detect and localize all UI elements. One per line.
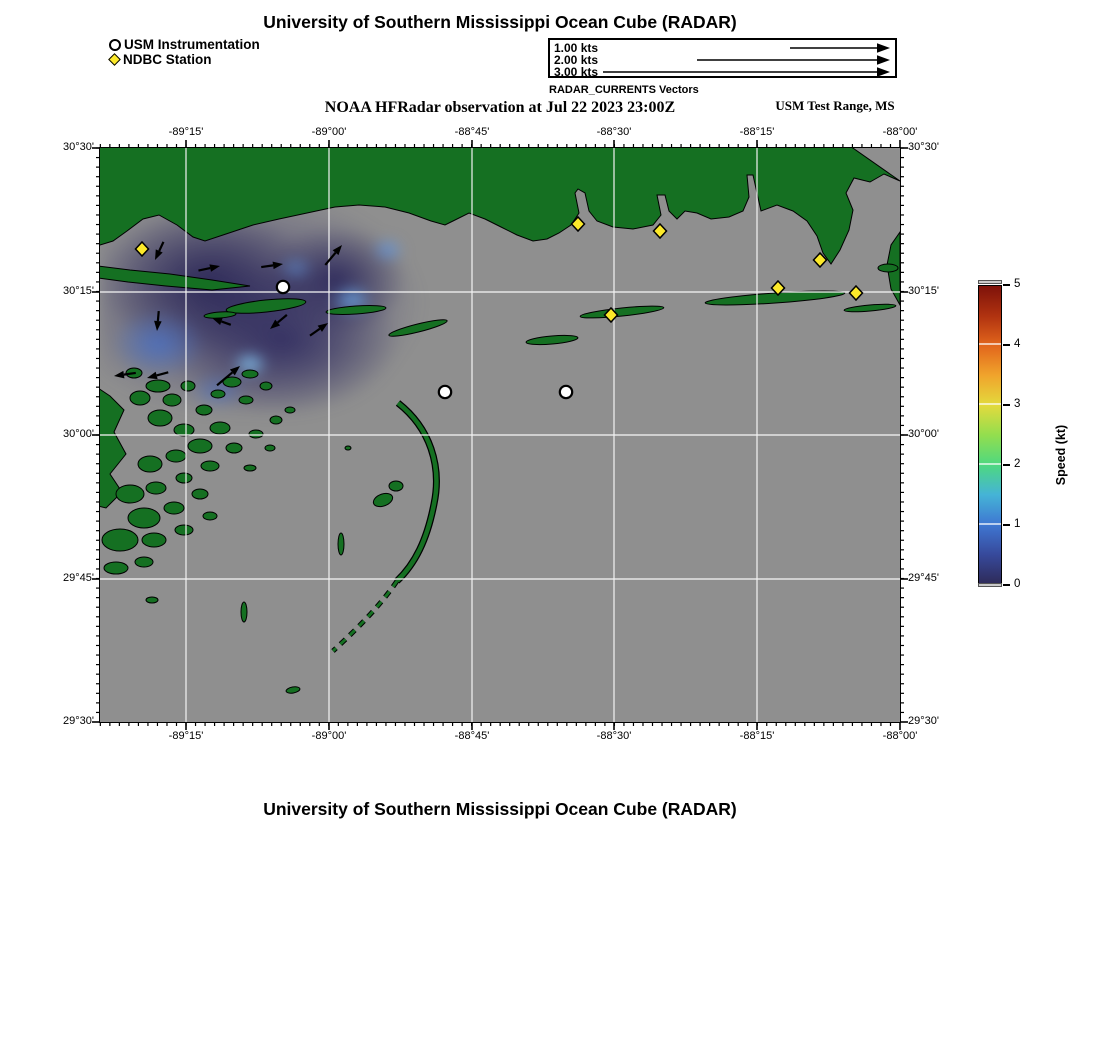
- colorbar: [978, 285, 1002, 585]
- y-axis-label: 30°30': [63, 141, 94, 153]
- vector-scale-label-2: 2.00 kts: [554, 53, 599, 67]
- colorbar-tick: [1003, 524, 1010, 526]
- colorbar-tick-label: 1: [1014, 518, 1021, 530]
- ndbc-station-marker: [572, 217, 585, 231]
- y-axis-label: 30°15': [908, 285, 939, 297]
- x-axis-label: -89°00': [311, 730, 347, 742]
- x-axis-label: -88°15': [739, 126, 775, 138]
- x-axis-label: -88°45': [454, 730, 490, 742]
- colorbar-tick: [1003, 584, 1010, 586]
- colorbar-gridline: [979, 343, 1001, 345]
- legend-item-ndbc: [109, 52, 260, 67]
- colorbar-tick-label: 3: [1014, 398, 1021, 410]
- ndbc-station-marker: [772, 281, 785, 295]
- legend-label-ndbc: NDBC Station: [123, 52, 212, 67]
- current-vector-arrow: [310, 323, 328, 336]
- figure-title: University of Southern Mississippi Ocean Cube (RADAR): [263, 12, 737, 32]
- current-vector-arrow: [325, 245, 342, 265]
- x-axis-label: -88°00': [882, 126, 918, 138]
- colorbar-title: Speed (kt): [1054, 424, 1068, 486]
- colorbar-tick-label: 0: [1014, 578, 1021, 590]
- current-vector-arrow: [261, 262, 283, 270]
- y-axis-label: 30°15': [63, 285, 94, 297]
- observation-subtitle: NOAA HFRadar observation at Jul 22 2023 23:00Z: [324, 99, 676, 116]
- range-label: USM Test Range, MS: [775, 98, 895, 113]
- colorbar-gradient: [979, 286, 1001, 584]
- colorbar-tick-label: 5: [1014, 278, 1021, 290]
- current-vector-arrow: [154, 311, 162, 331]
- x-axis-label: -89°15': [168, 730, 204, 742]
- figure-title-bottom: University of Southern Mississippi Ocean Cube (RADAR): [263, 799, 737, 819]
- colorbar-gridline: [979, 523, 1001, 525]
- ndbc-station-marker: [605, 308, 618, 322]
- vector-scale-box: [548, 38, 897, 78]
- colorbar-tick-label: 2: [1014, 458, 1021, 470]
- current-vector-arrow: [217, 366, 240, 385]
- vector-scale-caption: RADAR_CURRENTS Vectors: [549, 84, 699, 96]
- ndbc-station-marker: [136, 242, 149, 256]
- y-axis-label: 29°30': [63, 715, 94, 727]
- legend-label-usm: USM Instrumentation: [124, 37, 260, 52]
- usm-instrumentation-marker: [560, 386, 572, 398]
- y-axis-label: 29°30': [908, 715, 939, 727]
- ndbc-station-marker: [814, 253, 827, 267]
- usm-instrumentation-marker: [439, 386, 451, 398]
- y-axis-label: 30°30': [908, 141, 939, 153]
- usm-instrumentation-marker: [277, 281, 289, 293]
- colorbar-gridline: [979, 463, 1001, 465]
- vector-scale-label-3: 3.00 kts: [554, 65, 599, 79]
- x-axis-label: -88°30': [596, 730, 632, 742]
- ndbc-station-marker: [654, 224, 667, 238]
- vector-scale-label-1: 1.00 kts: [554, 41, 599, 55]
- y-axis-label: 30°00': [908, 428, 939, 440]
- colorbar-tick: [1003, 464, 1010, 466]
- vector-scale-arrows: [550, 40, 895, 79]
- x-axis-label: -89°00': [311, 126, 347, 138]
- map-overlay: [100, 148, 920, 748]
- x-axis-label: -88°30': [596, 126, 632, 138]
- vector-scale-arrow: [790, 43, 890, 53]
- vector-scale-arrow: [697, 55, 890, 65]
- usm-circle-icon: [109, 39, 121, 51]
- colorbar-gridline: [979, 403, 1001, 405]
- y-axis-label: 29°45': [63, 572, 94, 584]
- current-vector-arrow: [198, 264, 220, 271]
- x-axis-label: -88°00': [882, 730, 918, 742]
- x-axis-label: -88°15': [739, 730, 775, 742]
- colorbar-tick: [1003, 284, 1010, 286]
- y-axis-label: 30°00': [63, 428, 94, 440]
- current-vector-arrow: [114, 371, 136, 379]
- colorbar-endcap: [978, 583, 1002, 587]
- colorbar-endcap: [978, 280, 1002, 284]
- colorbar-tick-label: 4: [1014, 338, 1021, 350]
- map-legend: [109, 37, 260, 67]
- ndbc-diamond-icon: [108, 53, 121, 66]
- ndbc-station-marker: [850, 286, 863, 300]
- x-axis-label: -89°15': [168, 126, 204, 138]
- colorbar-tick: [1003, 404, 1010, 406]
- current-vector-arrow: [270, 315, 287, 329]
- legend-item-usm: [109, 37, 260, 52]
- y-axis-label: 29°45': [908, 572, 939, 584]
- x-axis-label: -88°45': [454, 126, 490, 138]
- colorbar-tick: [1003, 344, 1010, 346]
- current-vector-arrow: [147, 372, 168, 379]
- current-vector-arrow: [212, 318, 231, 325]
- current-vector-arrow: [155, 242, 163, 260]
- vector-scale-arrow: [603, 67, 890, 76]
